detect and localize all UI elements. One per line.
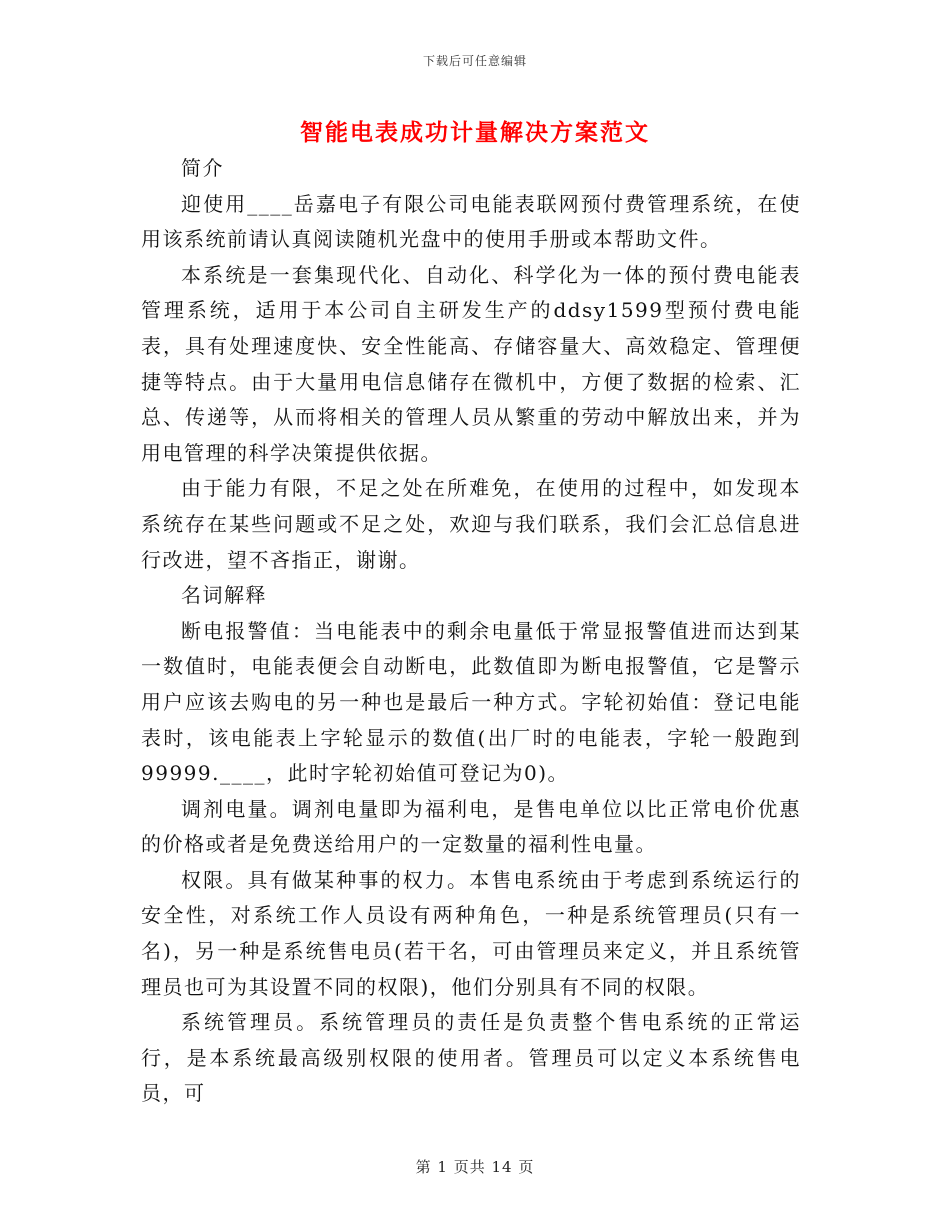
document-title: 智能电表成功计量解决方案范文 — [300, 119, 650, 146]
paragraph-adjusted-power: 调剂电量。调剂电量即为福利电，是售电单位以比正常电价优惠的价格或者是免费送给用户的一定数量的福利性电量。 — [141, 796, 801, 857]
paragraph-cutoff-alarm: 断电报警值：当电能表中的剩余电量低于常显报警值进而达到某一数值时，电能表便会自动断电，此数值即为断电报警值，它是警示用户应该去购电的另一种也是最后一种方式。字轮初始值：登记电能表时，该电能表上字轮显示的数值(出厂时的电能表，字轮一般跑到99999.____，此时字轮初始值可登记为0)。 — [141, 618, 801, 786]
paragraph-feedback: 由于能力有限，不足之处在所难免，在使用的过程中，如发现本系统存在某些问题或不足之处，欢迎与我们联系，我们会汇总信息进行改进，望不吝指正，谢谢。 — [141, 476, 801, 572]
paragraph-welcome: 迎使用____岳嘉电子有限公司电能表联网预付费管理系统，在使用该系统前请认真阅读随机光盘中的使用手册或本帮助文件。 — [141, 191, 801, 252]
section-heading-intro: 简介 — [181, 156, 224, 180]
paragraph-system-admin: 系统管理员。系统管理员的责任是负责整个售电系统的正常运行，是本系统最高级别权限的使用者。管理员可以定义本系统售电员，可 — [141, 1010, 801, 1106]
page-header-note: 下载后可任意编辑 — [422, 54, 527, 68]
document-body — [141, 151, 801, 1112]
paragraph-permissions: 权限。具有做某种事的权力。本售电系统由于考虑到系统运行的安全性，对系统工作人员设有两种角色，一种是系统管理员(只有一名)，另一种是系统售电员(若干名，可由管理员来定义，并且系统管理员也可为其设置不同的权限)，他们分别具有不同的权限。 — [141, 867, 801, 999]
paragraph-system-overview: 本系统是一套集现代化、自动化、科学化为一体的预付费电能表管理系统，适用于本公司自主研发生产的ddsy1599型预付费电能表，具有处理速度快、安全性能高、存储容量大、高效稳定、管理便捷等特点。由于大量用电信息储存在微机中，方便了数据的检索、汇总、传递等，从而将相关的管理人员从繁重的劳动中解放出来，并为用电管理的科学决策提供依据。 — [141, 262, 801, 465]
section-heading-glossary: 名词解释 — [181, 583, 267, 608]
page-number: 第 1 页共 14 页 — [415, 1158, 535, 1176]
